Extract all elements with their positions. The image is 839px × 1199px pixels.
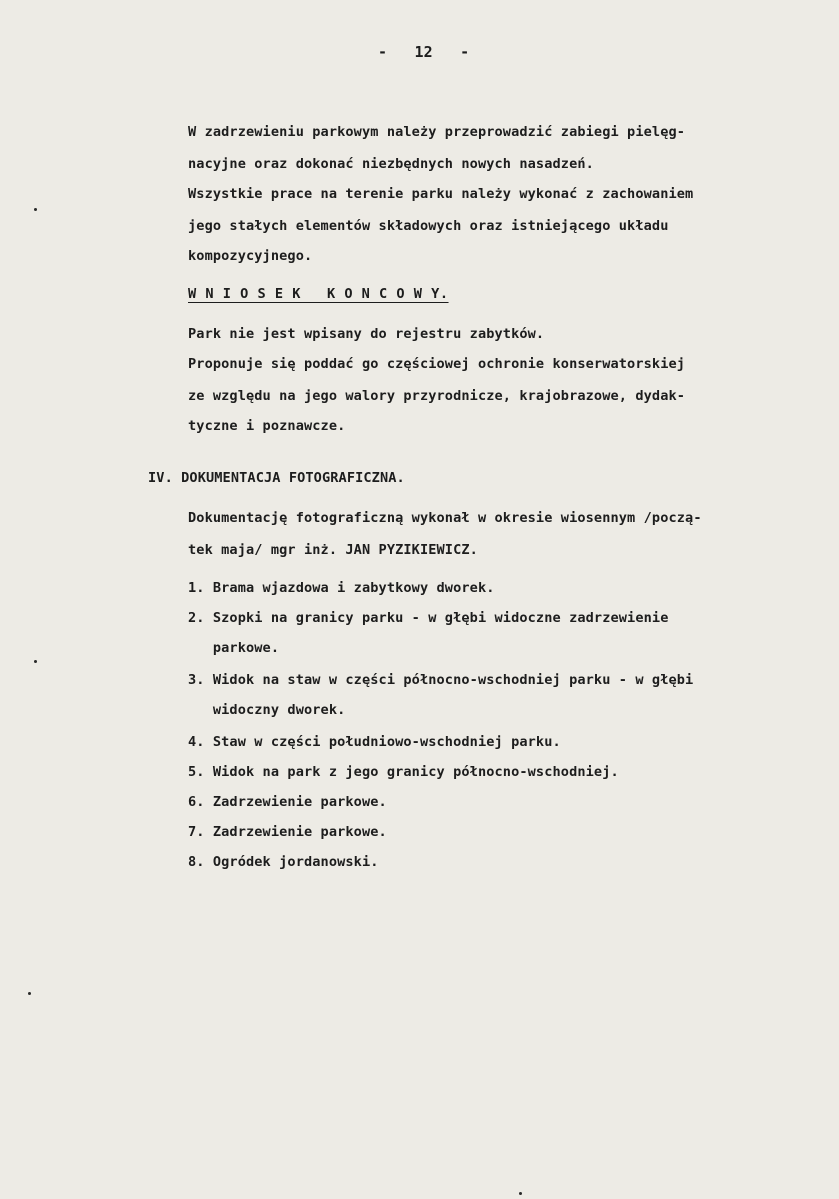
text-line: W zadrzewieniu parkowym należy przeprowadzić zabiegi pielęg- bbox=[188, 124, 686, 140]
text-line: ze względu na jego walory przyrodnicze, krajobrazowe, dydak- bbox=[188, 388, 686, 404]
list-item: 8. Ogródek jordanowski. bbox=[188, 854, 379, 870]
list-item: 4. Staw w części południowo-wschodniej parku. bbox=[188, 734, 561, 750]
text-line: nacyjne oraz dokonać niezbędnych nowych nasadzeń. bbox=[188, 156, 594, 172]
margin-mark bbox=[34, 660, 37, 663]
section-heading: W N I O S E K K O N C O W Y. bbox=[188, 286, 449, 302]
text-line: kompozycyjnego. bbox=[188, 248, 313, 264]
list-item: widoczny dworek. bbox=[188, 702, 346, 718]
margin-mark bbox=[519, 1192, 522, 1195]
list-item: 6. Zadrzewienie parkowe. bbox=[188, 794, 387, 810]
text-line: Wszystkie prace na terenie parku należy wykonać z zachowaniem bbox=[188, 186, 694, 202]
margin-mark bbox=[28, 992, 31, 995]
text-line: tek maja/ mgr inż. JAN PYZIKIEWICZ. bbox=[188, 542, 478, 558]
list-item: 7. Zadrzewienie parkowe. bbox=[188, 824, 387, 840]
text-line: jego stałych elementów składowych oraz istniejącego układu bbox=[188, 218, 669, 234]
text-line: Park nie jest wpisany do rejestru zabytków. bbox=[188, 326, 545, 342]
page-number: - 12 - bbox=[378, 43, 470, 61]
text-line: tyczne i poznawcze. bbox=[188, 418, 346, 434]
list-item: parkowe. bbox=[188, 640, 280, 656]
section-title: IV. DOKUMENTACJA FOTOGRAFICZNA. bbox=[148, 470, 405, 486]
text-line: Proponuje się poddać go częściowej ochronie konserwatorskiej bbox=[188, 356, 686, 372]
list-item: 1. Brama wjazdowa i zabytkowy dworek. bbox=[188, 580, 495, 596]
text-line: Dokumentację fotograficzną wykonał w okresie wiosennym /począ- bbox=[188, 510, 702, 526]
list-item: 3. Widok na staw w części północno-wschodniej parku - w głębi bbox=[188, 672, 694, 688]
margin-mark bbox=[34, 208, 37, 211]
list-item: 5. Widok na park z jego granicy północno-wschodniej. bbox=[188, 764, 619, 780]
list-item: 2. Szopki na granicy parku - w głębi widoczne zadrzewienie bbox=[188, 610, 669, 626]
